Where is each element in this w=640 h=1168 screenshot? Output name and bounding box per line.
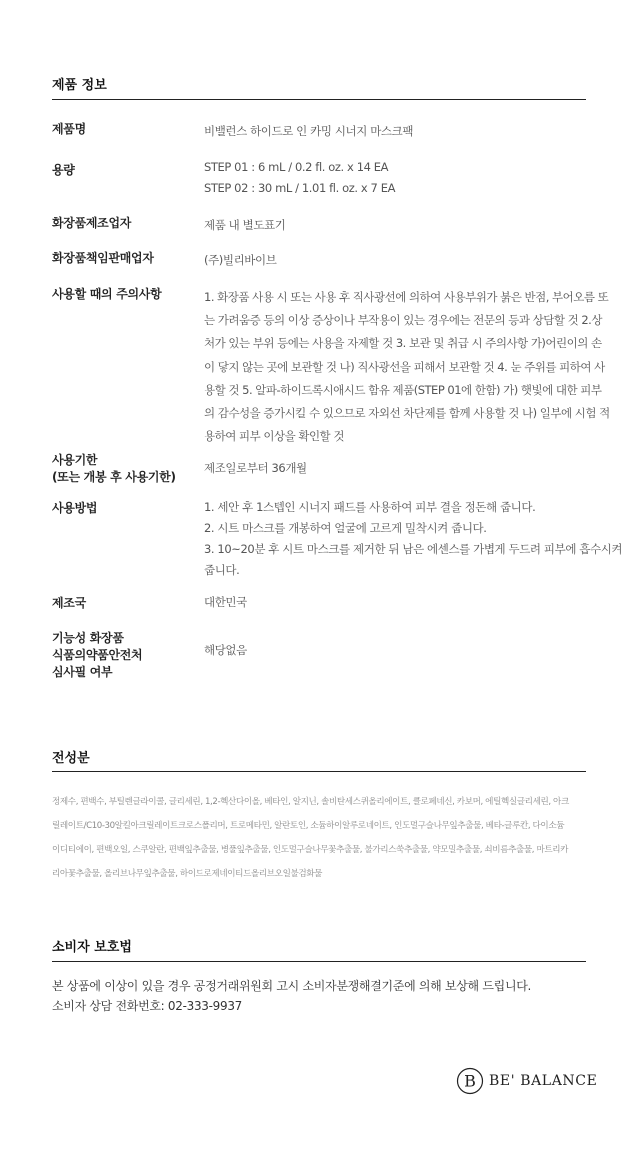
consumer-text <box>52 976 592 1016</box>
product-info-title: 제품 정보 <box>52 78 107 93</box>
consumer-line: 소비자 상담 전화번호: 02-333-9937 <box>52 999 242 1013</box>
info-value <box>204 458 609 479</box>
ingredients-line: 이디티에이, 편백오일, 스쿠알란, 편백잎추출물, 병풀잎추출물, 인도멀구슬나무꽃추출물, 불가리스쑥추출물, 약모밀추출물, 쇠비름추출물, 마트리카 <box>52 845 569 855</box>
brand-emblem-letter: B <box>464 1071 476 1091</box>
consumer-line: 본 상품에 이상이 있을 경우 공정거래위원회 고시 소비자분쟁해결기준에 의해 보상해 드립니다. <box>52 979 532 993</box>
ingredients-list <box>52 790 592 886</box>
info-label: 화장품책임판매업자 <box>52 251 154 265</box>
consumer-title: 소비자 보호법 <box>52 940 132 955</box>
ingredients-line: 정제수, 편백수, 부틸렌글라이콜, 글리세린, 1,2-헥산다이올, 베타인, 알지닌, 솔비탄세스퀴올리에이트, 클로페네신, 카보머, 에틸헥실글리세린, 아크 <box>52 797 569 807</box>
info-label: 제조국 <box>52 596 86 610</box>
brand-emblem-icon <box>456 1067 484 1095</box>
info-label: 제품명 <box>52 122 86 136</box>
info-label-line: 사용기한 <box>52 453 98 467</box>
info-value <box>204 250 609 271</box>
info-label: 사용방법 <box>52 501 98 515</box>
info-label-line: 기능성 화장품 <box>52 631 124 645</box>
info-value <box>204 157 609 199</box>
info-value-line: 2. 시트 마스크를 개봉하여 얼굴에 고르게 밀착시켜 줍니다. <box>204 521 487 535</box>
ingredients-title: 전성분 <box>52 751 90 766</box>
ingredients-divider <box>52 771 586 772</box>
info-value-line: 해당없음 <box>204 643 247 657</box>
info-value <box>204 592 609 613</box>
info-label <box>52 452 202 486</box>
info-label-line: 식품의약품안전처 <box>52 648 143 662</box>
consumer-divider <box>52 961 586 962</box>
info-value <box>204 640 609 661</box>
ingredients-line: 릴레이트/C10-30알킬아크릴레이트크로스폴리머, 트로메타민, 알란토인, 소듐하이알루로네이트, 인도멀구슬나무잎추출물, 베타-글루칸, 다이소듐 <box>52 821 565 831</box>
info-value-line: (주)빌리바이브 <box>204 253 277 267</box>
info-value-line: 대한민국 <box>204 595 247 609</box>
info-value-line: 3. 10~20분 후 시트 마스크를 제거한 뒤 남은 에센스를 가볍게 두드려 피부에 흡수시켜 <box>204 542 623 556</box>
info-value <box>204 497 623 581</box>
caution-text: 1. 화장품 사용 시 또는 사용 후 직사광선에 의하여 사용부위가 붉은 반점, 부어오름 또는 가려움증 등의 이상 증상이나 부작용이 있는 경우에는 전문의 등과 상담할 것 2.상처가 있는 부위 등에는 사용을 자제할 것 3. 보관 및 취급 시 주의사항 가)어린이의 손이 닿지 않는 곳에 보관할 것 나) 직사광선을 피해서 보관할 것 4. 눈 주위를 피하여 사용할 것 5. 알파-하이드록시애시드 함유 제품(STEP 01에 한함) 가) 햇빛에 대한 피부의 감수성을 증가시킬 수 있으므로 자외선 차단제를 함께 사용할 것 나) 일부에 시험 적용하여 피부 이상을 확인할 것 <box>204 290 610 444</box>
info-value <box>204 121 609 142</box>
info-label <box>52 630 202 681</box>
info-value-line: 줍니다. <box>204 563 240 577</box>
info-value-line: STEP 02 : 30 mL / 1.01 fl. oz. x 7 EA <box>204 181 396 195</box>
brand-logo <box>456 1066 597 1096</box>
info-label: 화장품제조업자 <box>52 216 132 230</box>
brand-name: BE' BALANCE <box>489 1073 598 1089</box>
ingredients-line: 리아꽃추출물, 올리브나무잎추출물, 하이드로제네이티드올리브오일불검화물 <box>52 869 323 879</box>
info-value-line: STEP 01 : 6 mL / 0.2 fl. oz. x 14 EA <box>204 160 389 174</box>
info-value-line: 비밸런스 하이드로 인 카밍 시너지 마스크팩 <box>204 124 414 138</box>
info-value-line: 제품 내 별도표기 <box>204 218 286 232</box>
info-value-line: 1. 세안 후 1스텝인 시너지 패드를 사용하여 피부 결을 정돈해 줍니다. <box>204 500 536 514</box>
info-label: 용량 <box>52 163 75 177</box>
info-value <box>204 215 609 236</box>
product-info-divider <box>52 99 586 100</box>
info-label: 사용할 때의 주의사항 <box>52 287 162 301</box>
info-label-line: 심사필 여부 <box>52 665 113 679</box>
info-value-line: 제조일로부터 36개월 <box>204 461 307 475</box>
info-label-line: (또는 개봉 후 사용기한) <box>52 470 176 484</box>
